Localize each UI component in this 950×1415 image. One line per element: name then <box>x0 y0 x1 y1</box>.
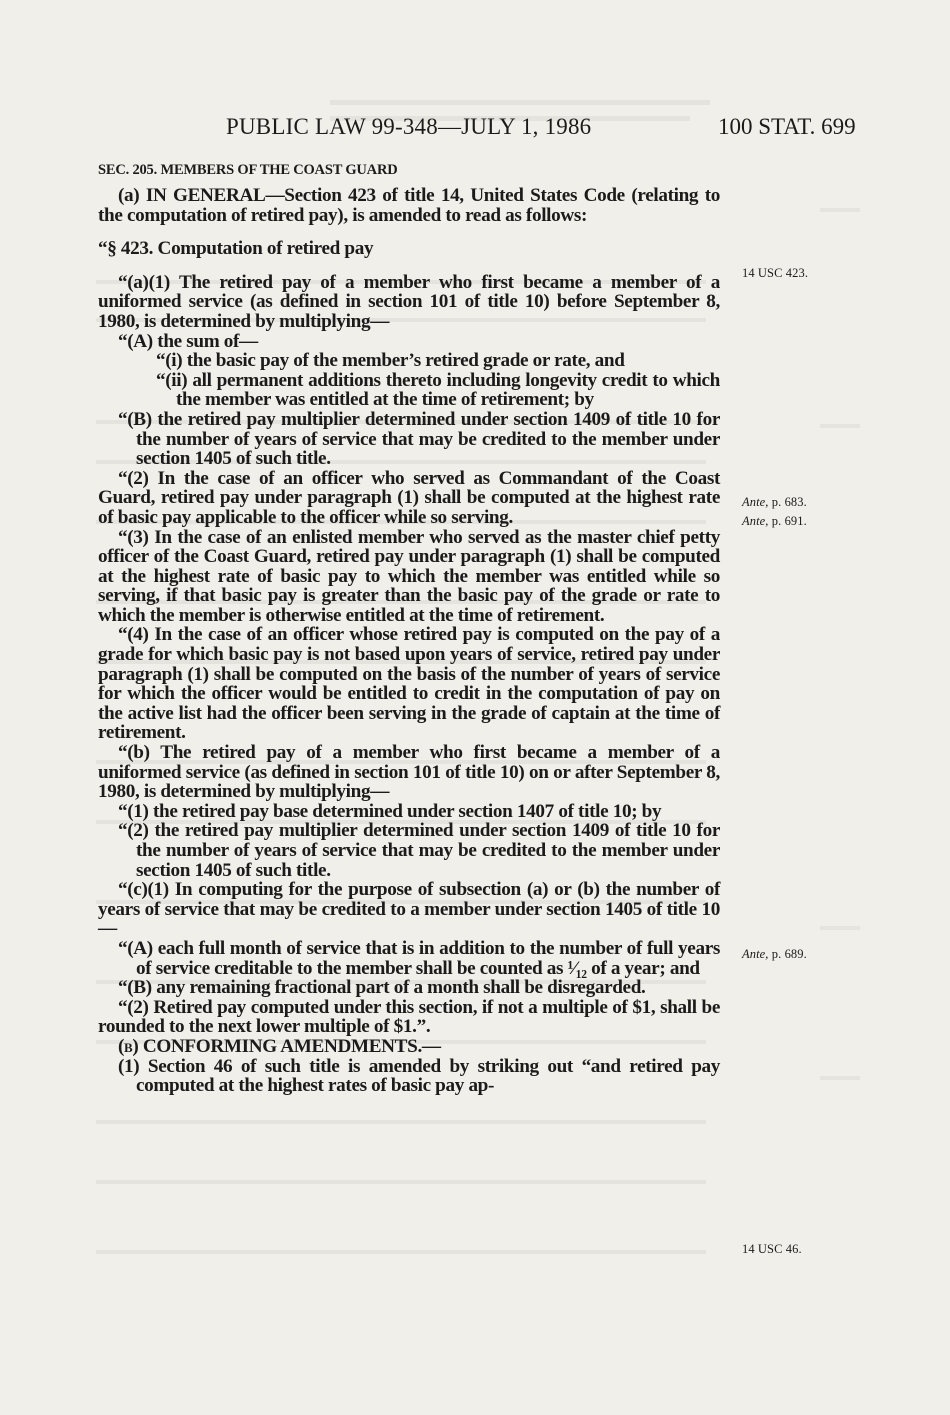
subsection-a-label: IN GENERAL <box>145 185 266 206</box>
para-c1-B: “(B) any remaining fractional part of a month shall be disregarded. <box>118 977 646 999</box>
new-section-heading: “§ 423. Computation of retired pay <box>98 238 374 260</box>
para-a1-A-i: “(i) the basic pay of the member’s retired grade or rate, and <box>156 350 625 372</box>
page-number: 100 STAT. 699 <box>718 114 856 139</box>
margin-note-14-usc-46: 14 USC 46. <box>742 1242 802 1256</box>
para-b2: “(2) the retired pay multiplier determined under section 1409 of title 10 for the number of years of service that may be credited to the member under section 1405 of such title. <box>118 820 720 881</box>
margin-note-14-usc-423: 14 USC 423. <box>742 266 809 280</box>
margin-note-ante-689: Ante, p. 689. <box>742 947 807 961</box>
para-a2: “(2) In the case of an officer who served as Commandant of the Coast Guard, retired pay under paragraph (1) shall be computed at the highest rate of basic pay applicable to the officer while so serving. <box>98 467 720 528</box>
margin-note-ante-683: Ante, p. 683. <box>742 495 807 509</box>
statute-body <box>98 186 720 1096</box>
para-b1: “(1) the retired pay base determined under section 1407 of title 10; by <box>118 800 662 822</box>
para-b: “(b) The retired pay of a member who first became a member of a uniformed service (as defined in section 101 of title 10) on or after September 8, 1980, is determined by multiplying— <box>98 742 720 803</box>
section-heading: SEC. 205. MEMBERS OF THE COAST GUARD <box>98 162 398 178</box>
margin-note-ante-691: Ante, p. 691. <box>742 514 807 528</box>
subsection-b-heading: (b) CONFORMING AMENDMENTS.— <box>118 1035 441 1057</box>
para-b-1: (1) Section 46 of such title is amended by striking out “and retired pay computed at the highest rates of basic pay ap- <box>118 1055 720 1097</box>
para-a1-A: “(A) the sum of— <box>118 330 258 352</box>
para-c2: “(2) Retired pay computed under this section, if not a multiple of $1, shall be rounded to the next lower multiple of $1.”. <box>98 996 720 1038</box>
subsection-a-text: —Section 423 of title 14, United States Code (relating to the computation of retired pay), is amended to read as follows: <box>98 185 720 226</box>
para-a1: “(a)(1) The retired pay of a member who first became a member of a uniformed service (as defined in section 101 of title 10) before September 8, 1980, is determined by multiplying— <box>98 271 720 332</box>
para-a4: “(4) In the case of an officer whose retired pay is computed on the pay of a grade for which basic pay is not based upon years of service, retired pay under paragraph (1) shall be computed on the basis of the number of years of service for which the officer would be entitled to credit in the computation of pay on the active list had the officer been serving in the grade of captain at the time of retirement. <box>98 624 720 744</box>
page-header-title: PUBLIC LAW 99-348—JULY 1, 1986 <box>226 114 592 139</box>
para-a3: “(3) In the case of an enlisted member who served as the master chief petty officer of the Coast Guard, retired pay under paragraph (1) shall be computed at the highest rate of basic pay to which the member was entitled while so serving, if that basic pay is greater than the basic pay of the grade or rate to which the member is otherwise entitled at the time of retirement. <box>98 526 720 626</box>
para-c1: “(c)(1) In computing for the purpose of subsection (a) or (b) the number of years of service that may be credited to a member under section 1405 of title 10— <box>98 879 720 940</box>
para-c1-A: “(A) each full month of service that is in addition to the number of full years of service creditable to the member shall be counted as ¹⁄₁₂ of a year; and <box>118 937 720 979</box>
para-a1-A-ii: “(ii) all permanent additions thereto including longevity credit to which the member was entitled at the time of retirement; by <box>156 369 720 411</box>
para-a1-B: “(B) the retired pay multiplier determined under section 1409 of title 10 for the number of years of service that may be credited to the member under section 1405 of such title. <box>118 408 720 470</box>
subsection-a: (a) IN GENERAL—Section 423 of title 14, United States Code (relating to the computation of retired pay), is amended to read as follows: <box>98 185 720 226</box>
